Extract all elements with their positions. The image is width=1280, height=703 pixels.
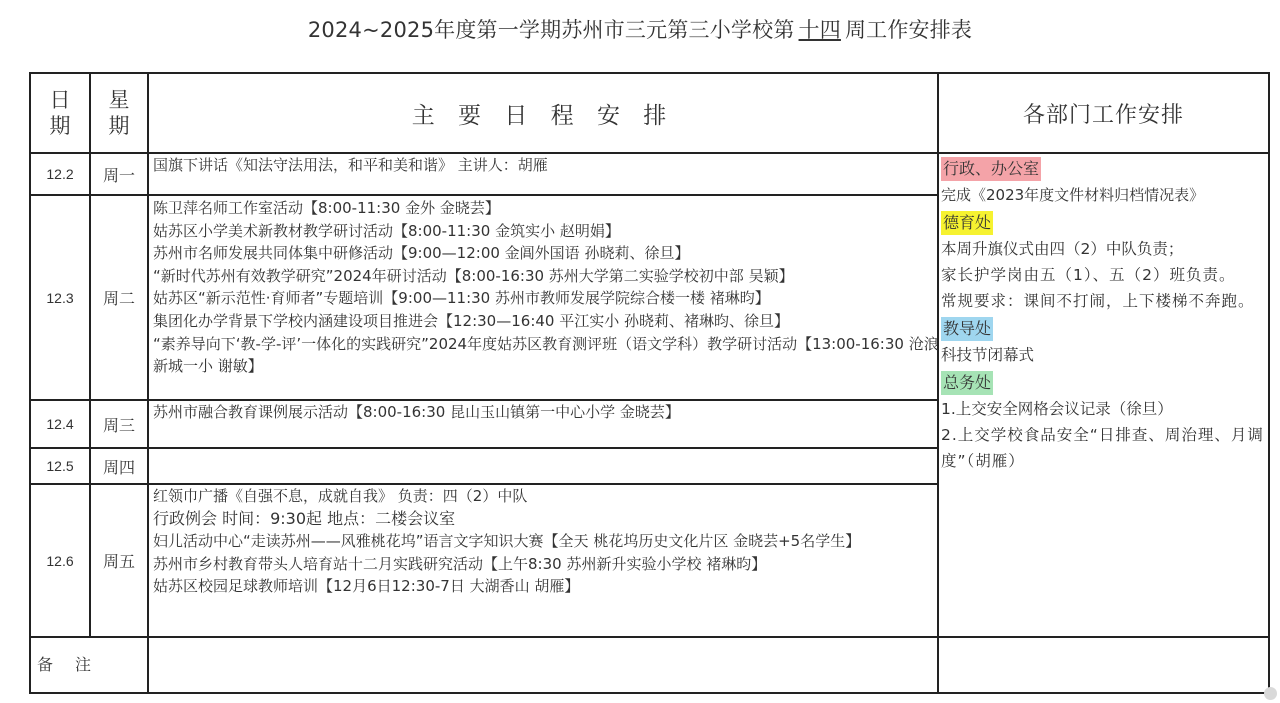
weekday-cell: 周四 [102,457,135,477]
dept-tag: 总务处 [941,371,993,395]
schedule-item: 集团化办学背景下学校内涵建设项目推进会【12:30—16:40 平江实小 孙晓莉、褚琳昀、徐旦】 [153,311,789,330]
schedule-day-1 [153,154,939,177]
dept-tag: 教导处 [941,317,993,341]
department-column [941,156,1268,476]
date-cell: 12.4 [46,416,74,432]
schedule-item: 苏州市融合教育课例展示活动【8:00-16:30 昆山玉山镇第一中心小学 金晓芸】 [153,403,680,421]
schedule-item: “素养导向下‘教-学-评’一体化的实践研究”2024年度姑苏区教育测评班（语文学科）教学研讨活动【13:00-16:30 沧浪新城一小 谢敏】 [153,334,939,376]
dept-line: 2.上交学校食品安全“日排查、周治理、月调度”（胡雁） [941,426,1264,470]
dept-general-affairs [941,370,1268,474]
header-departments: 各部门工作安排 [1022,102,1184,128]
schedule-item: 苏州市乡村教育带头人培育站十二月实践研究活动【上午8:30 苏州新升实验小学校 褚琳昀】 [153,554,767,573]
schedule-item: 苏州市名师发展共同体集中研修活动【9:00—12:00 金阊外国语 孙晓莉、徐旦】 [153,244,690,263]
schedule-day-3 [153,401,939,424]
date-cell: 12.2 [46,166,74,182]
dept-tag: 德育处 [941,211,993,235]
title-suffix: 周工作安排表 [844,18,973,42]
schedule-day-5 [153,485,939,598]
weekday-cell: 周五 [102,552,135,571]
dept-tag: 行政、办公室 [941,157,1041,181]
corner-dot [1264,687,1277,700]
row-divider [31,447,937,449]
schedule-item: 陈卫萍名师工作室活动【8:00-11:30 金外 金晓芸】 [153,199,500,217]
schedule-table [29,72,1270,694]
date-cell: 12.3 [46,289,74,306]
schedule-item: 红领巾广播《自强不息，成就自我》 负责：四（2）中队 [153,487,528,505]
schedule-item: “新时代苏州有效教学研究”2024年研讨活动【8:00-16:30 苏州大学第二实验学校初中部 吴颖】 [153,266,794,285]
weekday-cell: 周一 [102,165,135,185]
page-title [0,14,1280,44]
dept-admin [941,156,1268,208]
date-cell: 12.5 [46,458,74,474]
header-main-schedule: 主 要 日 程 安 排 [411,102,675,129]
dept-line: 1.上交安全网格会议记录（徐旦） [941,400,1173,418]
notes-divider [31,636,1268,638]
header-date: 日期 [49,88,71,138]
dept-line: 科技节闭幕式 [941,346,1035,364]
schedule-item: 妇儿活动中心“走读苏州——风雅桃花坞”语言文字知识大赛【全天 桃花坞历史文化片区 金晓芸+5名学生】 [153,532,861,551]
dept-academic [941,316,1268,368]
title-week-number: 十四 [798,18,841,42]
dept-line: 家长护学岗由五（1）、五（2）班负责。 [941,266,1236,284]
weekday-cell: 周三 [102,415,135,435]
title-prefix: 2024~2025年度第一学期苏州市三元第三小学校第 [307,18,795,42]
schedule-item: 国旗下讲话《知法守法用法，和平和美和谐》 主讲人：胡雁 [153,156,548,174]
row-divider [31,194,937,196]
header-weekday: 星期 [108,88,130,138]
col-divider [147,74,149,692]
notes-label: 备注 [37,655,114,674]
date-cell: 12.6 [46,552,74,569]
dept-line: 完成《2023年度文件材料归档情况表》 [941,186,1205,204]
schedule-item: 姑苏区校园足球教师培训【12月6日12:30-7日 大湖香山 胡雁】 [153,577,580,596]
weekday-cell: 周二 [102,289,135,308]
schedule-item: 姑苏区小学美术新教材教学研讨活动【8:00-11:30 金筑实小 赵明娟】 [153,221,620,240]
schedule-item: 姑苏区“新示范性·育师者”专题培训【9:00—11:30 苏州市教师发展学院综合楼一楼 褚琳昀】 [153,289,770,308]
dept-line: 常规要求：课间不打闹，上下楼梯不奔跑。 [941,292,1255,310]
dept-moral-education [941,210,1268,314]
dept-line: 本周升旗仪式由四（2）中队负责； [941,240,1184,258]
schedule-day-2 [153,197,939,378]
schedule-item: 行政例会 时间：9:30起 地点：二楼会议室 [153,508,456,528]
